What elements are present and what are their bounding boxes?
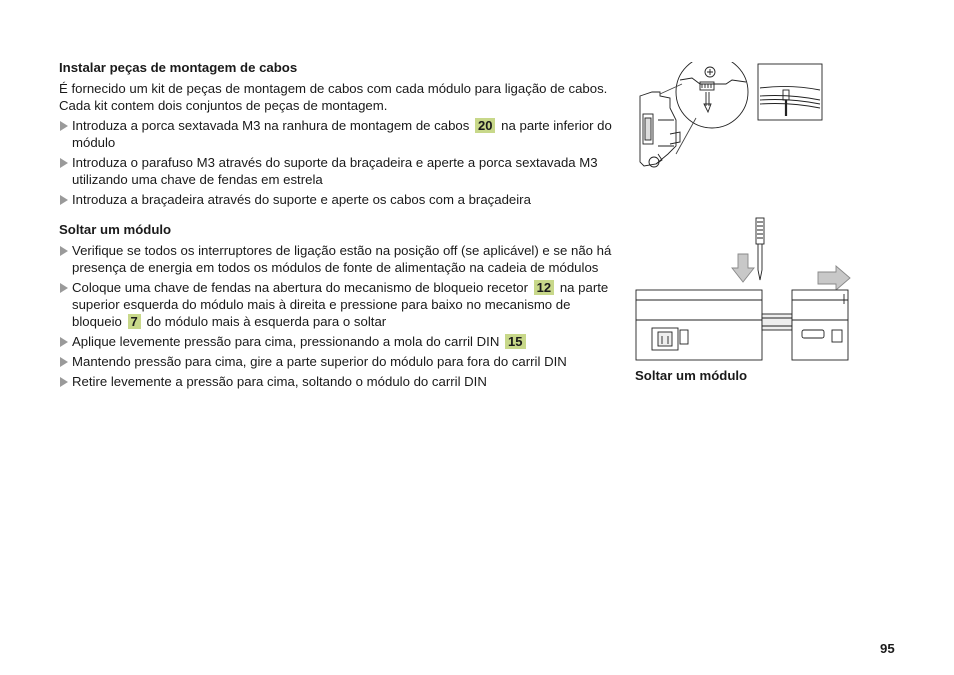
section-heading: Soltar um módulo bbox=[59, 222, 172, 237]
list-item: Introduza a braçadeira através do suporte e aperte os cabos com a braçadeira bbox=[59, 191, 619, 208]
release-module-diagram bbox=[632, 214, 852, 364]
section-release-module bbox=[59, 221, 619, 393]
bullet-arrow-icon bbox=[60, 357, 68, 367]
list-item: Verifique se todos os interruptores de ligação estão na posição off (se aplicável) e se não há presença de energia em todos os módulos de fonte de alimentação na cadeia de módulos bbox=[59, 242, 619, 276]
reference-badge: 15 bbox=[505, 334, 525, 349]
list-item: Aplique levemente pressão para cima, pressionando a mola do carril DIN 15 bbox=[59, 333, 619, 350]
reference-badge: 12 bbox=[534, 280, 554, 295]
step-list bbox=[59, 117, 619, 208]
reference-badge: 7 bbox=[128, 314, 141, 329]
list-item: Introduza a porca sextavada M3 na ranhura de montagem de cabos 20 na parte inferior do módulo bbox=[59, 117, 619, 151]
bullet-arrow-icon bbox=[60, 246, 68, 256]
bullet-arrow-icon bbox=[60, 195, 68, 205]
cable-mount-diagram bbox=[630, 62, 826, 172]
page-number: 95 bbox=[880, 641, 895, 656]
bullet-arrow-icon bbox=[60, 283, 68, 293]
intro-paragraph: É fornecido um kit de peças de montagem de cabos com cada módulo para ligação de cabos. Cada kit contem dois conjuntos de peças de montagem. bbox=[59, 81, 608, 113]
list-item: Mantendo pressão para cima, gire a parte superior do módulo para fora do carril DIN bbox=[59, 353, 619, 370]
bullet-arrow-icon bbox=[60, 158, 68, 168]
list-item: Retire levemente a pressão para cima, soltando o módulo do carril DIN bbox=[59, 373, 619, 390]
bullet-arrow-icon bbox=[60, 377, 68, 387]
list-item: Coloque uma chave de fendas na abertura do mecanismo de bloqueio recetor 12 na parte superior esquerda do módulo mais à direita e pressione para baixo no mecanismo de bloqueio 7 do módulo mais à esquerda para o soltar bbox=[59, 279, 619, 330]
section-install-cable-mounts bbox=[59, 59, 619, 211]
section-heading: Instalar peças de montagem de cabos bbox=[59, 60, 298, 75]
reference-badge: 20 bbox=[475, 118, 495, 133]
list-item: Introduza o parafuso M3 através do suporte da braçadeira e aperte a porca sextavada M3 utilizando uma chave de fendas em estrela bbox=[59, 154, 619, 188]
bullet-arrow-icon bbox=[60, 337, 68, 347]
step-list bbox=[59, 242, 619, 390]
figure-caption: Soltar um módulo bbox=[635, 368, 748, 383]
bullet-arrow-icon bbox=[60, 121, 68, 131]
